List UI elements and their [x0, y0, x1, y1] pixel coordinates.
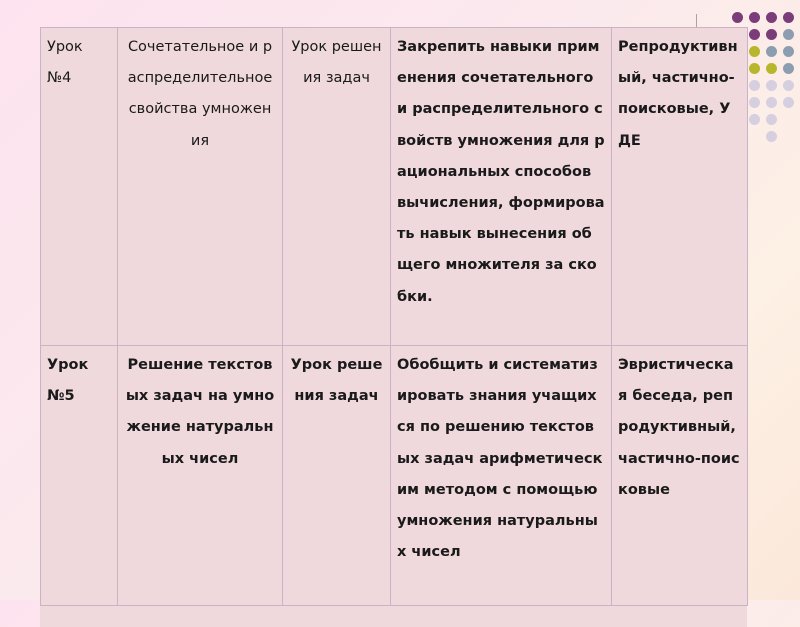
table-row: [41, 28, 748, 346]
decorative-dot: [766, 63, 777, 74]
decorative-dot: [783, 97, 794, 108]
decorative-dot: [766, 12, 777, 23]
decorative-dot: [766, 131, 777, 142]
lesson-type-cell: Урок решения задач: [283, 346, 391, 606]
lesson-plan-table-container: [40, 27, 747, 627]
lesson-goal-cell: Закрепить навыки применения сочетательного и распределительного свойств умножения для рациональных способов вычисления, формировать навык вынесения общего множителя за скобки.: [391, 28, 612, 346]
decorative-dot: [766, 114, 777, 125]
lesson-topic-cell: Решение текстовых задач на умножение натуральных чисел: [118, 346, 283, 606]
lesson-plan-table: [40, 27, 748, 606]
lesson-topic-cell: Сочетательное и распределительное свойства умножения: [118, 28, 283, 346]
lesson-type-cell: Урок решения задач: [283, 28, 391, 346]
decorative-dot: [749, 63, 760, 74]
decorative-dot: [749, 12, 760, 23]
decorative-dot: [749, 97, 760, 108]
decorative-dot: [783, 80, 794, 91]
decorative-dot: [783, 29, 794, 40]
decorative-dot: [749, 29, 760, 40]
decorative-dot: [766, 97, 777, 108]
lesson-methods-cell: Эвристическая беседа, репродуктивный, частично-поисковые: [612, 346, 748, 606]
lesson-goal-cell: Обобщить и систематизировать знания учащихся по решению текстовых задач арифметическим методом с помощью умножения натуральных чисел: [391, 346, 612, 606]
lesson-number-cell: Урок №4: [41, 28, 118, 346]
decorative-dot: [749, 114, 760, 125]
lesson-number-cell: Урок №5: [41, 346, 118, 606]
decorative-dot: [749, 80, 760, 91]
decorative-dot: [766, 29, 777, 40]
decorative-dot: [732, 12, 743, 23]
decorative-dot: [766, 80, 777, 91]
decorative-dot: [749, 46, 760, 57]
decorative-dot: [766, 46, 777, 57]
decorative-dot: [783, 46, 794, 57]
decorative-dot: [783, 63, 794, 74]
lesson-methods-cell: Репродуктивный, частично-поисковые, УДЕ: [612, 28, 748, 346]
decorative-dot: [783, 12, 794, 23]
table-row: [41, 346, 748, 606]
